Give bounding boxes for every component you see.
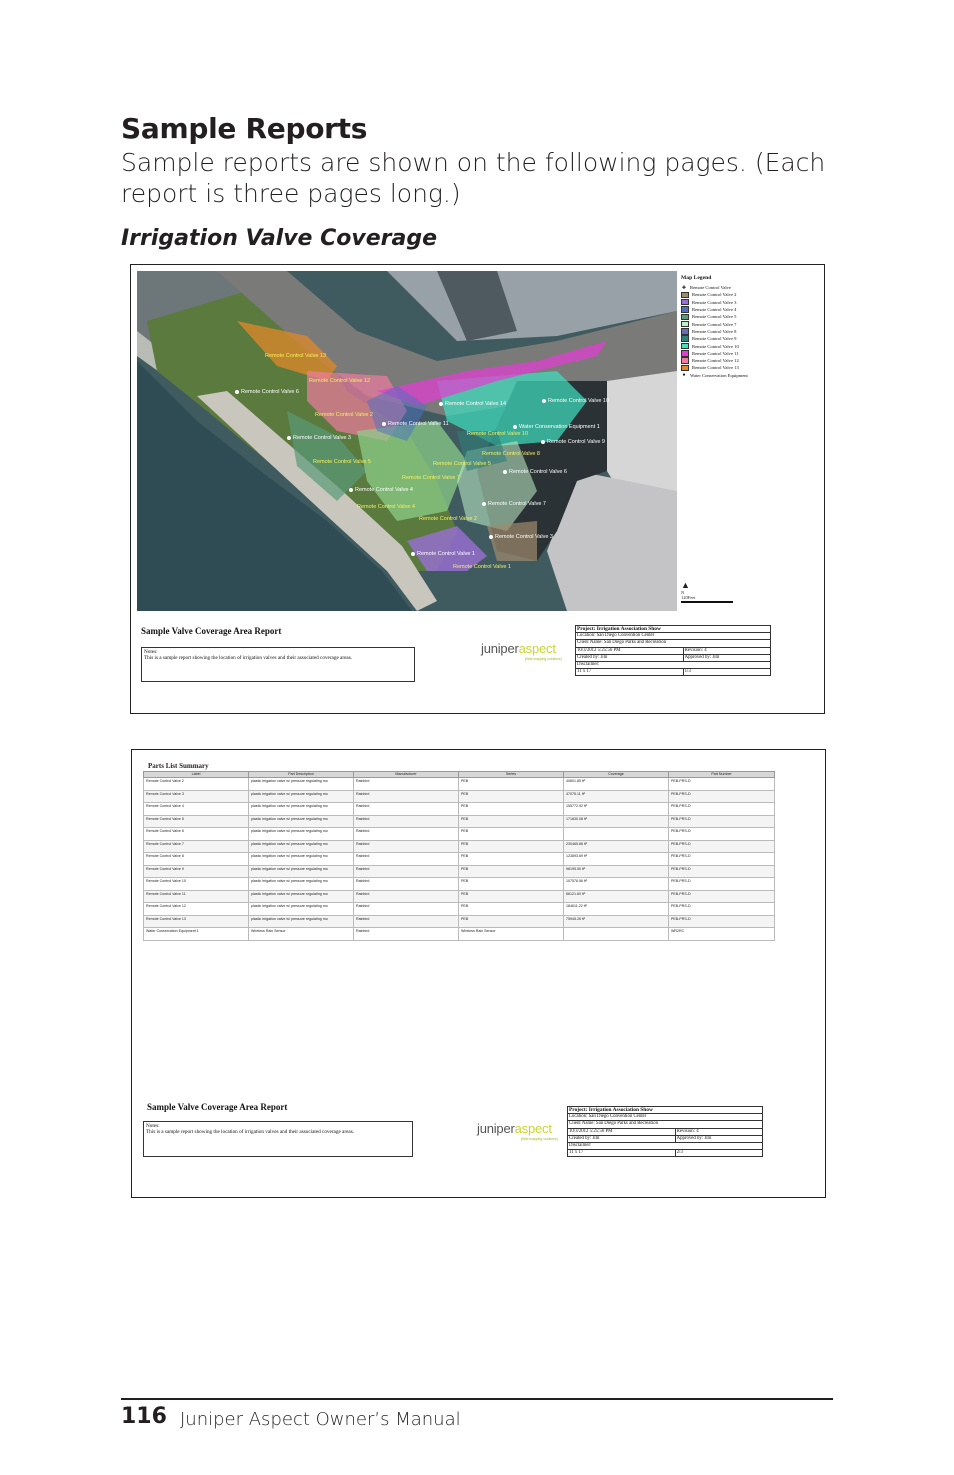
table-cell: 107576.56 ft² [564, 878, 669, 891]
legend-item [681, 320, 821, 327]
title-block: Project: Irrigation Association Show Location: San Diego Convention Center Client Name: San Diego Parks and Recreation 10/3/2012 5:25:56 PM Revision: 4 Created by: Jim Approved by: Jim Disclaimer: 11 x 17 1/3 [575, 625, 771, 676]
aerial-map [137, 271, 677, 611]
legend-item [681, 328, 821, 335]
map-label: Remote Control Valve 10 [467, 431, 529, 437]
map-label: Remote Control Valve 13 [265, 353, 327, 359]
table-cell: plastic irrigation valve w/ pressure regulating mo [249, 778, 354, 791]
table-row [144, 878, 775, 891]
footer-rule [121, 1398, 833, 1400]
title-block: Project: Irrigation Association Show Location: San Diego Convention Center Client Name: San Diego Parks and Recreation 10/3/2012 5:25:56 PM Revision: 4 Created by: Jim Approved by: Jim Disclaimer: 11 x 17 2/3 [567, 1106, 763, 1157]
map-label: Remote Control Valve 1 [453, 564, 511, 570]
column-header: Label [144, 772, 249, 778]
page-title: Sample Reports [121, 112, 368, 145]
notes-text: This is a sample report showing the location of irrigation valves and their associated coverage areas. [146, 1129, 355, 1135]
valve-marker-icon [382, 422, 386, 426]
table-cell: PEB-PRS-D [669, 853, 775, 866]
column-header: Coverage [564, 772, 669, 778]
table-cell: Remote Control Valve 7 [144, 840, 249, 853]
table-cell: Rainbird [354, 865, 459, 878]
valve-marker-icon [287, 436, 291, 440]
legend-swatch [681, 335, 689, 342]
table-cell: plastic irrigation valve w/ pressure regulating mo [249, 853, 354, 866]
legend-title: Map Legend [681, 275, 712, 281]
section-title: Irrigation Valve Coverage [121, 226, 438, 251]
legend-label: Remote Control Valve 4 [692, 307, 737, 313]
table-cell: PEB [459, 778, 564, 791]
water-equipment-marker-icon [513, 425, 517, 429]
north-arrow-icon: ▲ [681, 580, 690, 590]
water-equipment-icon: ● [682, 372, 686, 378]
map-label: Water Conservation Equipment 1 [513, 424, 600, 430]
table-cell: Remote Control Valve 2 [144, 778, 249, 791]
column-header: Part Number [669, 772, 775, 778]
legend-item [681, 372, 821, 379]
table-cell: Rainbird [354, 815, 459, 828]
table-cell: PEB-PRS-D [669, 878, 775, 891]
table-cell: Remote Control Valve 10 [144, 878, 249, 891]
table-cell: PEB [459, 853, 564, 866]
table-cell: 123893.69 ft² [564, 853, 669, 866]
table-cell: 171830.08 ft² [564, 815, 669, 828]
table-cell: PEB-PRS-D [669, 815, 775, 828]
north-label: N [681, 590, 685, 595]
legend-swatch [681, 306, 689, 313]
table-cell: Rainbird [354, 878, 459, 891]
scale-bar [681, 601, 733, 606]
legend-label: Remote Control Valve 13 [692, 365, 739, 371]
table-cell: WR2RC [669, 928, 775, 941]
column-header: Part Description [249, 772, 354, 778]
valve-marker-icon [503, 470, 507, 474]
table-cell: Rainbird [354, 890, 459, 903]
table-row [144, 915, 775, 928]
legend-label: Remote Control Valve 9 [692, 336, 737, 342]
table-cell: 66121.60 ft² [564, 890, 669, 903]
legend-item [681, 342, 821, 349]
report-title: Sample Valve Coverage Area Report [147, 1102, 288, 1112]
legend-item [681, 357, 821, 364]
table-cell: Wireless Rain Sensor [459, 928, 564, 941]
legend-label: Remote Control Valve 10 [692, 343, 739, 349]
intro-text: Sample reports are shown on the following pages. (Each report is three pages long.) [121, 148, 826, 208]
table-cell [564, 828, 669, 841]
table-cell: Remote Control Valve 4 [144, 803, 249, 816]
table-cell: Rainbird [354, 840, 459, 853]
legend-swatch [681, 365, 689, 372]
valve-marker-icon [489, 535, 493, 539]
table-cell: Rainbird [354, 778, 459, 791]
legend-label: Remote Control Valve 12 [692, 358, 739, 364]
table-cell: plastic irrigation valve w/ pressure regulating mo [249, 828, 354, 841]
map-legend [681, 275, 821, 379]
table-cell: 184611.22 ft² [564, 903, 669, 916]
table-cell: Remote Control Valve 11 [144, 890, 249, 903]
table-row [144, 778, 775, 791]
map-label: Remote Control Valve 14 [439, 401, 506, 407]
table-cell: Rainbird [354, 790, 459, 803]
page-number: 116 [121, 1404, 167, 1429]
table-cell: plastic irrigation valve w/ pressure regulating mo [249, 790, 354, 803]
table-cell: 40801.85 ft² [564, 778, 669, 791]
map-label: Remote Control Valve 5 [313, 459, 371, 465]
table-cell: plastic irrigation valve w/ pressure regulating mo [249, 803, 354, 816]
table-cell: Rainbird [354, 928, 459, 941]
report-page-map [130, 264, 825, 714]
valve-marker-icon [439, 402, 443, 406]
column-header: Series [459, 772, 564, 778]
table-cell: Rainbird [354, 853, 459, 866]
table-cell: plastic irrigation valve w/ pressure regulating mo [249, 903, 354, 916]
table-cell: Water Conservation Equipment 1 [144, 928, 249, 941]
legend-swatch [681, 357, 689, 364]
table-cell: plastic irrigation valve w/ pressure regulating mo [249, 890, 354, 903]
map-label: Remote Control Valve 9 [541, 439, 605, 445]
map-label: Remote Control Valve 7 [402, 475, 460, 481]
table-cell: PEB [459, 840, 564, 853]
table-row [144, 828, 775, 841]
table-cell: 47075.11 ft² [564, 790, 669, 803]
table-cell: Wireless Rain Sensor [249, 928, 354, 941]
logo-tagline: {field mapping solutions} [521, 1137, 558, 1141]
table-cell: 98195.50 ft² [564, 865, 669, 878]
table-cell: 230465.86 ft² [564, 840, 669, 853]
map-label: Remote Control Valve 5 [433, 461, 491, 467]
table-cell: plastic irrigation valve w/ pressure regulating mo [249, 815, 354, 828]
table-cell: PEB-PRS-D [669, 890, 775, 903]
logo-tagline: {field mapping solutions} [525, 657, 562, 661]
notes-box [141, 647, 415, 682]
legend-item [681, 313, 821, 320]
table-cell: PEB-PRS-D [669, 903, 775, 916]
table-row [144, 903, 775, 916]
table-cell: PEB-PRS-D [669, 840, 775, 853]
notes-label: Notes: [146, 1123, 160, 1129]
table-cell: PEB-PRS-D [669, 803, 775, 816]
table-cell: plastic irrigation valve w/ pressure regulating mo [249, 878, 354, 891]
table-cell: PEB [459, 878, 564, 891]
table-cell: Remote Control Valve 12 [144, 903, 249, 916]
legend-label: Remote Control Valve 11 [692, 350, 739, 356]
legend-item [681, 364, 821, 371]
table-cell: PEB [459, 803, 564, 816]
report-page-parts [131, 749, 826, 1198]
legend-swatch [681, 299, 689, 306]
table-cell: Rainbird [354, 903, 459, 916]
map-label: Remote Control Valve 3 [489, 534, 553, 540]
legend-label: Remote Control Valve 7 [692, 321, 737, 327]
legend-swatch [681, 350, 689, 357]
juniper-aspect-logo: juniperaspect [481, 641, 556, 656]
scale-label: 120Feet [681, 595, 696, 600]
table-row [144, 803, 775, 816]
map-label: Remote Control Valve 11 [382, 421, 449, 427]
notes-box [143, 1121, 413, 1157]
legend-label: Remote Control Valve [690, 285, 731, 291]
table-row [144, 840, 775, 853]
table-cell: PEB [459, 903, 564, 916]
table-cell: PEB-PRS-D [669, 778, 775, 791]
valve-marker-icon [541, 440, 545, 444]
table-cell: PEB-PRS-D [669, 828, 775, 841]
table-cell: PEB [459, 865, 564, 878]
table-cell: PEB [459, 890, 564, 903]
notes-text: This is a sample report showing the location of irrigation valves and their associated coverage areas. [144, 655, 353, 661]
table-cell: 75945.26 ft² [564, 915, 669, 928]
notes-label: Notes: [144, 649, 158, 655]
table-cell: PEB [459, 915, 564, 928]
map-label: Remote Control Valve 3 [287, 435, 351, 441]
table-row [144, 865, 775, 878]
valve-marker-icon [542, 399, 546, 403]
table-cell: Remote Control Valve 13 [144, 915, 249, 928]
legend-item [681, 284, 821, 291]
table-row [144, 890, 775, 903]
valve-icon: ✚ [681, 285, 687, 291]
valve-marker-icon [482, 502, 486, 506]
legend-swatch [681, 328, 689, 335]
map-label: Remote Control Valve 2 [315, 412, 373, 418]
legend-label: Remote Control Valve 8 [692, 328, 737, 334]
map-label: Remote Control Valve 2 [419, 516, 477, 522]
parts-table [143, 771, 775, 941]
juniper-aspect-logo: juniperaspect [477, 1121, 552, 1136]
legend-swatch [681, 321, 689, 328]
table-cell: plastic irrigation valve w/ pressure regulating mo [249, 840, 354, 853]
table-cell: Rainbird [354, 803, 459, 816]
legend-item [681, 306, 821, 313]
valve-marker-icon [349, 488, 353, 492]
table-cell: Remote Control Valve 5 [144, 815, 249, 828]
map-label: Remote Control Valve 7 [482, 501, 546, 507]
report-title: Sample Valve Coverage Area Report [141, 626, 282, 636]
legend-swatch [681, 343, 689, 350]
table-cell: Rainbird [354, 828, 459, 841]
table-row [144, 790, 775, 803]
table-cell: PEB-PRS-D [669, 790, 775, 803]
table-cell: PEB [459, 815, 564, 828]
valve-marker-icon [235, 390, 239, 394]
table-cell: PEB-PRS-D [669, 865, 775, 878]
legend-label: Water Conservation Equipment [690, 372, 748, 378]
table-cell: Remote Control Valve 3 [144, 790, 249, 803]
map-label: Remote Control Valve 8 [482, 451, 540, 457]
table-cell: Rainbird [354, 915, 459, 928]
legend-label: Remote Control Valve 3 [692, 299, 737, 305]
legend-item [681, 291, 821, 298]
column-header: Manufacturer [354, 772, 459, 778]
map-label: Remote Control Valve 1 [411, 551, 475, 557]
table-cell: plastic irrigation valve w/ pressure regulating mo [249, 865, 354, 878]
table-cell: plastic irrigation valve w/ pressure regulating mo [249, 915, 354, 928]
valve-marker-icon [411, 552, 415, 556]
table-cell: PEB-PRS-D [669, 915, 775, 928]
table-cell: PEB [459, 828, 564, 841]
table-cell: Remote Control Valve 6 [144, 828, 249, 841]
table-cell: 155772.92 ft² [564, 803, 669, 816]
table-cell [564, 928, 669, 941]
table-row [144, 928, 775, 941]
map-label: Remote Control Valve 10 [542, 398, 609, 404]
north-arrow [681, 581, 733, 606]
map-label: Remote Control Valve 4 [357, 504, 415, 510]
table-cell: Remote Control Valve 9 [144, 865, 249, 878]
table-row [144, 815, 775, 828]
map-label: Remote Control Valve 6 [503, 469, 567, 475]
legend-item [681, 350, 821, 357]
table-cell: Remote Control Valve 8 [144, 853, 249, 866]
legend-swatch [681, 314, 689, 321]
map-label: Remote Control Valve 12 [309, 378, 371, 384]
legend-label: Remote Control Valve 2 [692, 292, 737, 298]
legend-swatch [681, 292, 689, 299]
legend-item [681, 299, 821, 306]
parts-list-title: Parts List Summary [148, 762, 209, 770]
table-row [144, 853, 775, 866]
footer-text: Juniper Aspect Owner’s Manual [180, 1409, 461, 1430]
map-label: Remote Control Valve 6 [235, 389, 299, 395]
legend-label: Remote Control Valve 5 [692, 314, 737, 320]
table-cell: PEB [459, 790, 564, 803]
map-label: Remote Control Valve 4 [349, 487, 413, 493]
legend-item [681, 335, 821, 342]
